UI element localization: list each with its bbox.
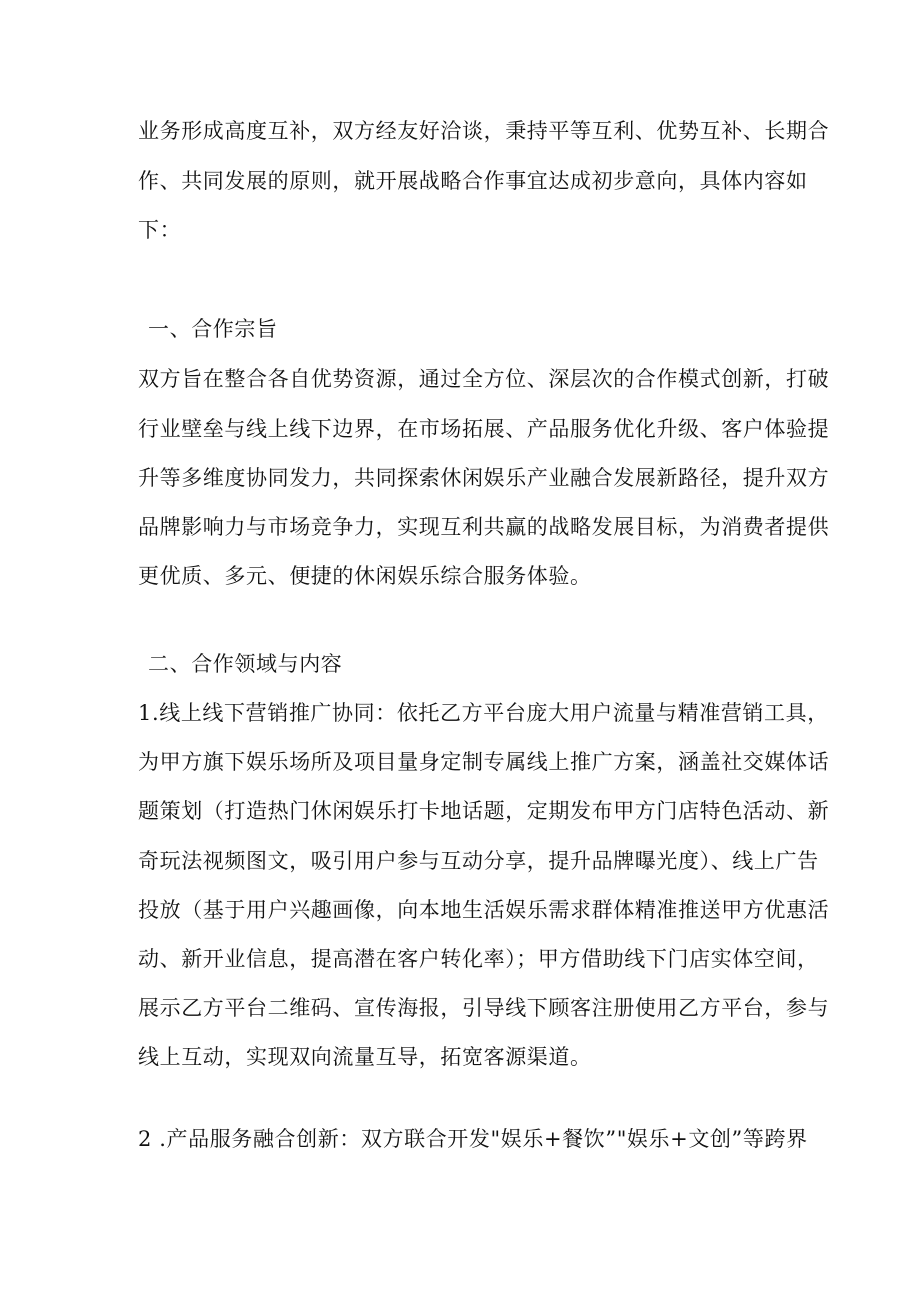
intro-line-1: 业务形成高度互补，双方经友好洽谈，秉持平等互利、优势互补、长期合 [138,119,830,143]
intro-line-3: 下： [138,218,182,242]
section-1-line-2: 行业壁垒与线上线下边界，在市场拓展、产品服务优化升级、客户体验提 [138,417,830,441]
section-2-item-1-line-5: 投放（基于用户兴趣画像，向本地生活娱乐需求群体精准推送甲方优惠活 [138,898,830,922]
section-1-line-1: 双方旨在整合各自优势资源，通过全方位、深层次的合作模式创新，打破 [138,367,830,391]
section-2-item-2-line-1: 2 .产品服务融合创新：双方联合开发"娱乐+餐饮”"娱乐+文创”等跨界 [138,1127,808,1151]
section-1-heading: 一、合作宗旨 [148,317,278,341]
section-1-line-4: 品牌影响力与市场竞争力，实现互利共赢的战略发展目标，为消费者提供 [138,515,830,539]
section-2-item-1-line-1: 1.线上线下营销推广协同：依托乙方平台庞大用户流量与精准营销工具， [138,701,829,725]
section-2-item-1-line-7: 展示乙方平台二维码、宣传海报，引导线下顾客注册使用乙方平台，参与 [138,996,830,1020]
section-2-item-1-line-4: 奇玩法视频图文，吸引用户参与互动分享，提升品牌曝光度）、线上广告 [138,849,819,873]
section-2-item-1-line-3: 题策划（打造热门休闲娱乐打卡地话题，定期发布甲方门店特色活动、新 [138,799,830,823]
section-2-item-1-line-8: 线上互动，实现双向流量互导，拓宽客源渠道。 [138,1045,592,1069]
section-1-line-5: 更优质、多元、便捷的休闲娱乐综合服务体验。 [138,564,592,588]
section-2-item-1-line-6: 动、新开业信息，提高潜在客户转化率）；甲方借助线下门店实体空间， [138,947,819,971]
section-2-heading: 二、合作领域与内容 [148,652,343,676]
section-1-line-3: 升等多维度协同发力，共同探索休闲娱乐产业融合发展新路径，提升双方 [138,466,830,490]
intro-line-2: 作、共同发展的原则，就开展战略合作事宜达成初步意向，具体内容如 [138,169,808,193]
section-2-item-1-line-2: 为甲方旗下娱乐场所及项目量身定制专属线上推广方案，涵盖社交媒体话 [138,750,830,774]
